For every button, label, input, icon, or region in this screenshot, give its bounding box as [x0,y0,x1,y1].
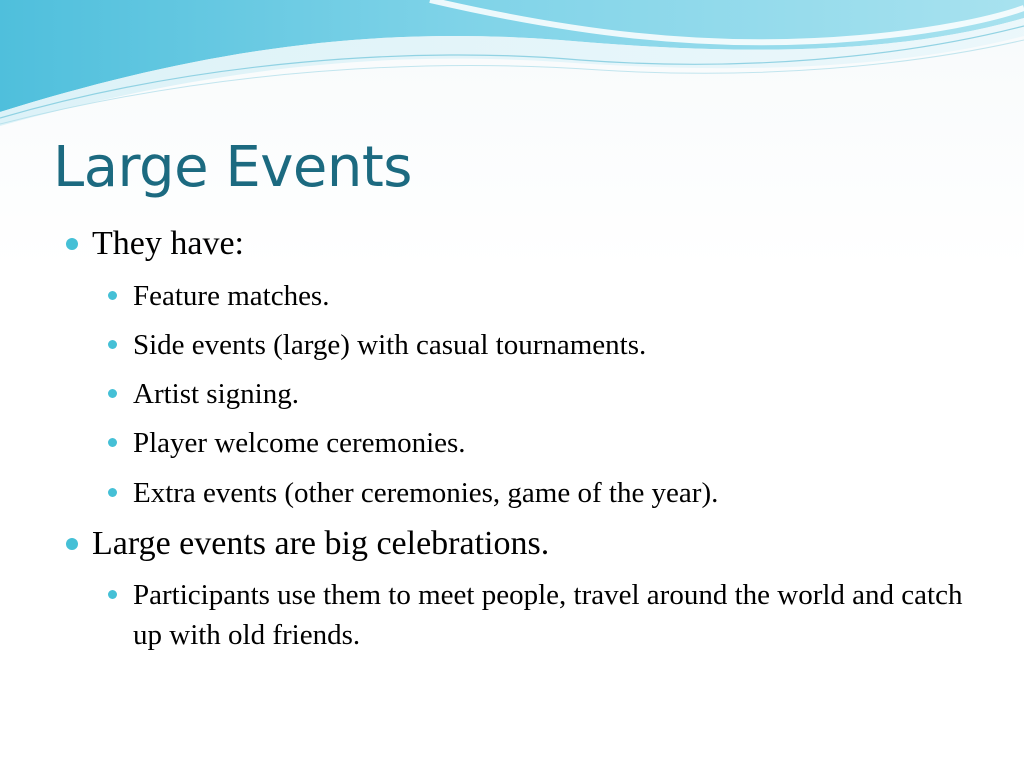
sub-bullet-dot [108,340,117,349]
sub-bullet-item: Participants use them to meet people, travel around the world and catch up with old friends. [133,579,963,651]
sub-bullet-item: Feature matches. [133,280,330,312]
sub-bullet-item: Side events (large) with casual tournaments. [133,329,647,361]
bullet-dot [66,238,78,250]
sub-bullet-item: Artist signing. [133,378,299,410]
sub-bullet-dot [108,590,117,599]
sub-bullet-dot [108,488,117,497]
slide-title: Large Events [53,135,412,200]
sub-bullet-dot [108,389,117,398]
sub-bullet-item: Player welcome ceremonies. [133,427,466,459]
sub-bullet-item: Extra events (other ceremonies, game of the year). [133,477,719,509]
bullet-item: They have: [92,225,244,262]
bullet-item: Large events are big celebrations. [92,525,550,562]
bullet-dot [66,538,78,550]
sub-bullet-dot [108,438,117,447]
sub-bullet-dot [108,291,117,300]
